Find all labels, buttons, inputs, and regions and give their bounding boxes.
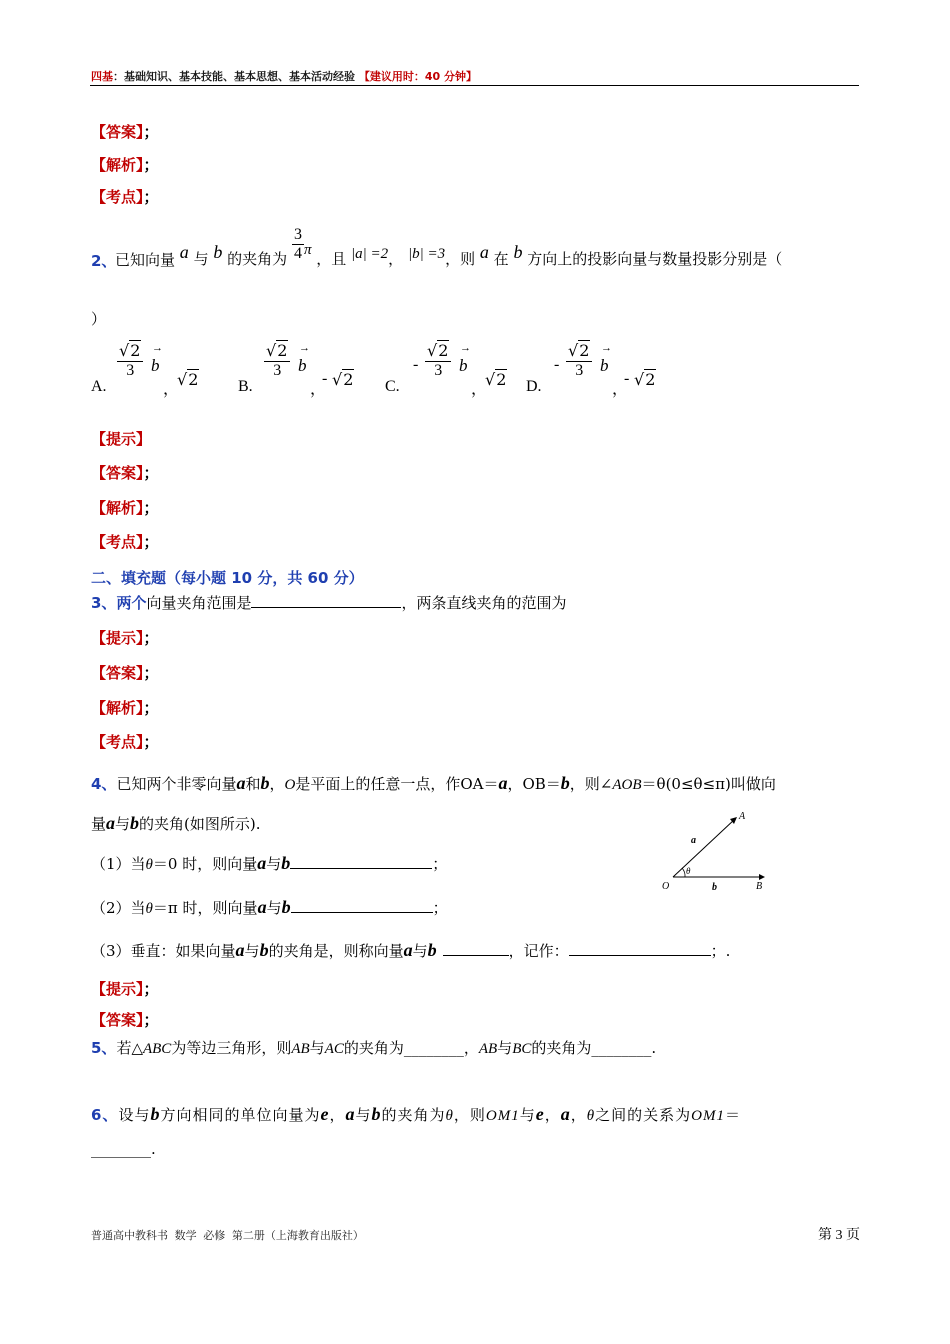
q2-number: 2、 bbox=[91, 252, 117, 270]
arrow-b-icon bbox=[759, 874, 765, 880]
question-3: 3、两个向量夹角范围是 ，两条直线夹角的范围为 bbox=[91, 594, 567, 612]
q3-blank-1 bbox=[251, 593, 401, 608]
q4-blank-1 bbox=[290, 854, 432, 869]
q4-hint: 【提示】； bbox=[91, 980, 159, 998]
q3-answer: 【答案】； bbox=[91, 664, 159, 682]
footer-book-title: 普通高中教科书 数学 必修 第二册（上海教育出版社） bbox=[91, 1229, 364, 1242]
q1-analysis: 【解析】； bbox=[91, 156, 159, 174]
q2-answer: 【答案】； bbox=[91, 464, 159, 482]
q3-hint: 【提示】； bbox=[91, 629, 159, 647]
q3-analysis: 【解析】； bbox=[91, 699, 159, 717]
q4-blank-3 bbox=[443, 941, 509, 956]
header-text: ：基础知识、基本技能、基本思想、基本活动经验 bbox=[113, 70, 355, 83]
q2-angle-fraction: $\frac{3}{4}$ bbox=[293, 225, 302, 262]
q6-blank: ________. bbox=[91, 1140, 156, 1158]
q1-point: 【考点】； bbox=[91, 188, 159, 206]
question-4-line2: 量a与b的夹角(如图所示). bbox=[91, 813, 261, 833]
section-2-title: 二、填充题（每小题 10 分，共 60 分） bbox=[91, 569, 364, 587]
q4-part-1: （1）当θ＝0 时，则向量a与b ； bbox=[91, 853, 448, 873]
q2-options: A. $\frac{√2}{3}$ → b ， √2 B. $\frac{√2}{3}$ → b ， - √2 C. - $\frac{√2}{3}$ → b ， √2 D. - $\frac{√2}{3}$ → b ， - √2 bbox=[91, 340, 851, 400]
label-A: A bbox=[739, 811, 746, 822]
q4-angle-figure bbox=[655, 805, 775, 895]
q3-point: 【考点】； bbox=[91, 733, 159, 751]
q1-answer: 【答案】； bbox=[91, 123, 159, 141]
question-2 bbox=[91, 218, 117, 270]
q4-blank-4 bbox=[569, 941, 711, 956]
q2-hint: 【提示】 bbox=[91, 430, 152, 448]
q2-stem: 已知向量 a 与 b 的夹角为 $\frac{3}{4}$ π ，且 |a| =2， |b| =3，则 a 在 b 方向上的投影向量与数量投影分别是（ bbox=[115, 225, 783, 269]
q2-close-paren: ） bbox=[91, 310, 107, 328]
label-theta: θ bbox=[686, 866, 691, 876]
label-b: b bbox=[712, 882, 717, 893]
page-number: 第 3 页 bbox=[818, 1228, 860, 1243]
q2-point: 【考点】； bbox=[91, 533, 159, 551]
question-5: 5、若△ABC为等边三角形，则AB与AC的夹角为________，AB与BC的夹角为________. bbox=[91, 1039, 657, 1057]
header-time: 【建议用时：40 分钟】 bbox=[358, 70, 477, 83]
header-prefix: 四基 bbox=[91, 70, 113, 83]
q4-part-3: （3）垂直：如果向量a与b的夹角是，则称向量a与b ，记作： ；. bbox=[91, 940, 731, 960]
q4-blank-2 bbox=[291, 898, 433, 913]
angle-arc bbox=[682, 868, 685, 877]
question-6: 6、设与b方向相同的单位向量为e，a与b的夹角为θ，则OM1与e，a，θ之间的关系为OM1＝ bbox=[91, 1104, 742, 1124]
label-a: a bbox=[691, 835, 696, 846]
page-header bbox=[91, 68, 477, 84]
label-B: B bbox=[756, 881, 763, 892]
q2-analysis: 【解析】； bbox=[91, 499, 159, 517]
label-O: O bbox=[662, 881, 670, 892]
header-rule bbox=[90, 85, 859, 86]
q4-answer: 【答案】； bbox=[91, 1011, 159, 1029]
question-4-stem: 4、已知两个非零向量a和b，O是平面上的任意一点，作OA＝a，OB＝b，则∠AOB＝θ(0≤θ≤π)叫做向 bbox=[91, 773, 776, 793]
q4-part-2: （2）当θ＝π 时，则向量a与b ； bbox=[91, 897, 448, 917]
